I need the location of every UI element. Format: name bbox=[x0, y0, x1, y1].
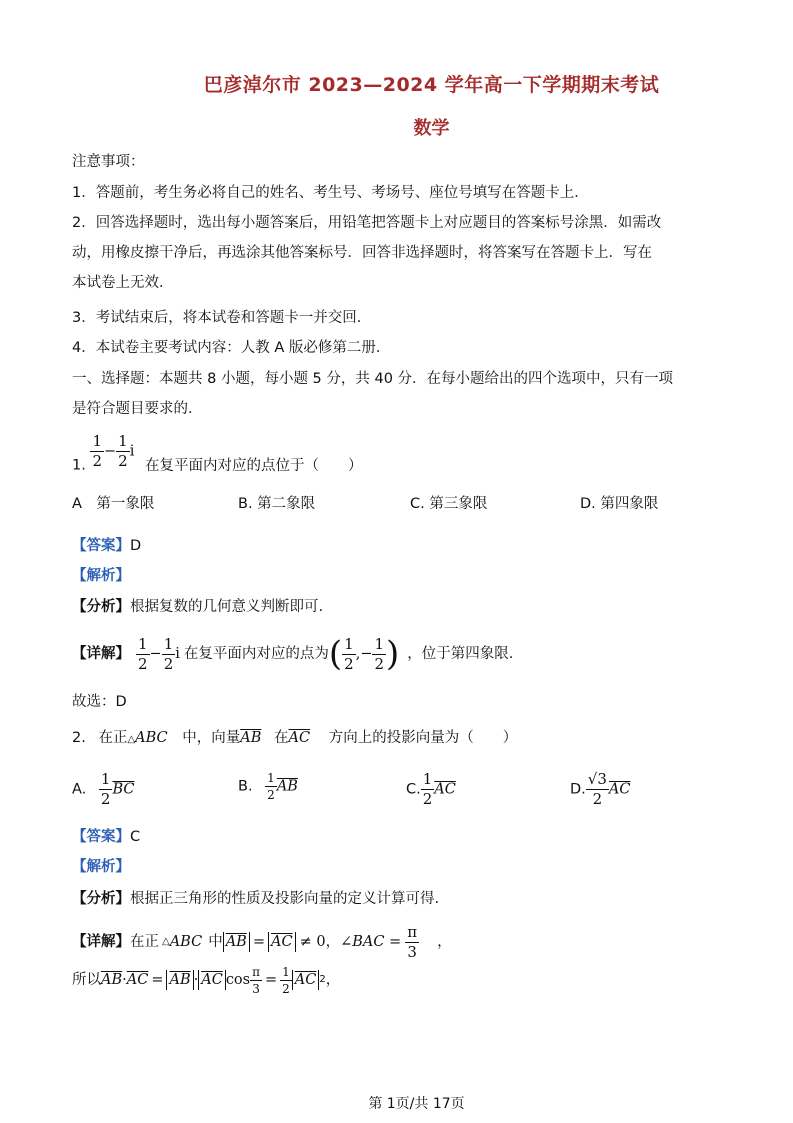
q2-stem: 2. 在正△ABC 中，向量$\overline{AB}$ 在$\overline{AC}$ 方向上的投影向量为（ ） bbox=[72, 730, 518, 746]
notice-item-1: 1．答题前，考生务必将自己的姓名、考生号、考场号、座位号填写在答题卡上． bbox=[72, 185, 589, 201]
notice-item-4: 4．本试卷主要考试内容：人教 A 版必修第二册． bbox=[72, 340, 391, 356]
q2-analysis-tag: 【解析】 bbox=[72, 859, 130, 875]
answer-tag: 【答案】 bbox=[72, 538, 130, 554]
q1-analysis-tag: 【解析】 bbox=[72, 568, 130, 584]
q2-option-a: A. $\frac{1}{2}$ $\overline{BC}$ bbox=[72, 770, 135, 808]
page-footer: 第 1页/共 17页 bbox=[368, 1096, 465, 1112]
exam-subject: 数学 bbox=[413, 118, 450, 139]
section-1-line-2: 是符合题目要求的． bbox=[72, 401, 203, 417]
q1-stem: 1. $\frac{1}{2}$ − $\frac{1}{2}$ i 在复平面内对应的点位于（ ） bbox=[72, 432, 363, 474]
q2-fenxi: 【分析】根据正三角形的性质及投影向量的定义计算可得. bbox=[72, 891, 440, 907]
q1-number: 1. bbox=[72, 457, 86, 474]
q2-answer: 【答案】C bbox=[72, 829, 141, 845]
q1-fraction-2: $\frac{1}{2}$ bbox=[118, 432, 128, 470]
q2-detail: 【详解】 在正 △ ABC 中 $\overline{AB}$ = $\overline{AC}$ ≠ 0 ， ∠BAC = $\frac{\pi}{3}$ ， bbox=[72, 922, 452, 961]
q1-answer: 【答案】D bbox=[72, 538, 142, 554]
notice-heading: 注意事项： bbox=[72, 154, 145, 170]
notice-item-2-line-3: 本试卷上无效． bbox=[72, 275, 174, 291]
q2-option-d: D. $\frac{√3}{2}$ $\overline{AC}$ bbox=[570, 770, 631, 808]
q1-fraction-1: $\frac{1}{2}$ bbox=[92, 432, 102, 470]
notice-item-2-line-2: 动，用橡皮擦干净后，再选涂其他答案标号．回答非选择题时，将答案写在答题卡上．写在 bbox=[72, 245, 652, 261]
q1-option-a: A 第一象限 bbox=[72, 496, 155, 512]
q1-option-b: B. 第二象限 bbox=[238, 496, 316, 512]
notice-item-3: 3．考试结束后，将本试卷和答题卡一并交回． bbox=[72, 310, 372, 326]
q1-option-d: D. 第四象限 bbox=[580, 496, 659, 512]
notice-item-2-line-1: 2．回答选择题时，选出每小题答案后，用铅笔把答题卡上对应题目的答案标号涂黑．如需改 bbox=[72, 215, 662, 231]
q1-choose: 故选：D bbox=[72, 694, 127, 710]
section-1-line-1: 一、选择题：本题共 8 小题，每小题 5 分，共 40 分．在每小题给出的四个选项中，只有一项 bbox=[72, 371, 674, 387]
q2-option-b: B. $\frac{1}{2}$ $\overline{AB}$ bbox=[238, 771, 298, 802]
q1-detail: 【详解】 $\frac{1}{2}$ − $\frac{1}{2}$ i 在复平面内对应的点为 ( $\frac{1}{2}$ , − $\frac{1}{2}$ ) ，位于第四象限. bbox=[72, 634, 514, 674]
q1-text: 在复平面内对应的点位于（ ） bbox=[144, 457, 363, 474]
q2-so: 所以 $\overline{AB}$ · $\overline{AC}$ = $\overline{AB}$ · $\overline{AC}$ cos $\frac{\pi}{3}$ = $\frac{1}{2}$ $\overline{AC}$ 2 ， bbox=[72, 964, 341, 996]
q1-fenxi: 【分析】根据复数的几何意义判断即可. bbox=[72, 599, 324, 615]
exam-title: 巴彦淖尔市 2023—2024 学年高一下学期期末考试 bbox=[203, 74, 660, 96]
q1-option-c: C. 第三象限 bbox=[410, 496, 488, 512]
q2-option-c: C. $\frac{1}{2}$ $\overline{AC}$ bbox=[406, 770, 456, 808]
